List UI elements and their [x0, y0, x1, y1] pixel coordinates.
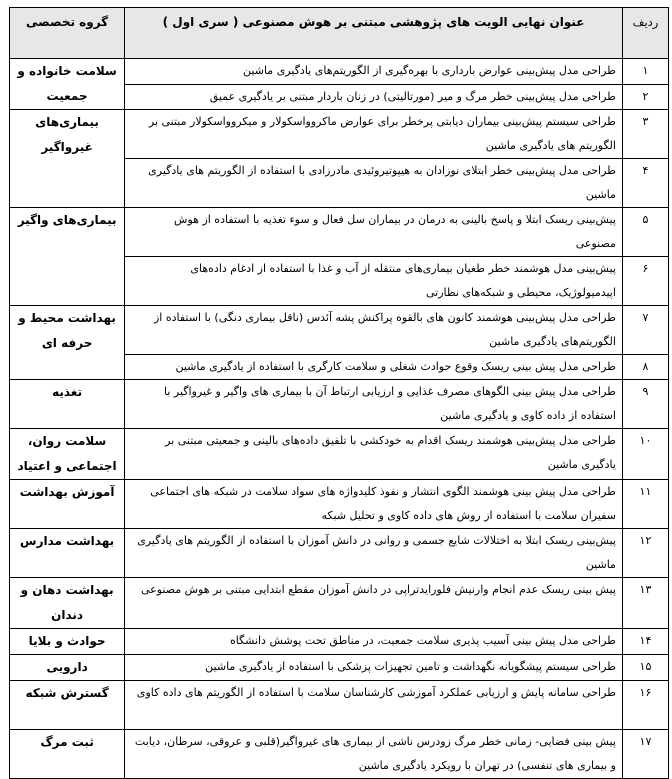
row-number: ۲	[622, 84, 668, 110]
row-number: ۱۱	[622, 480, 668, 529]
header-row-number: ردیف	[622, 8, 668, 59]
row-title: طراحی مدل پیش‌بینی خطر مرگ و میر (مورتالیتی) در زنان باردار مبتنی بر یادگیری عمیق	[125, 84, 623, 110]
group-cell: ثبت مرگ	[10, 730, 125, 779]
table-row	[10, 208, 669, 257]
research-priorities-table	[9, 7, 669, 779]
row-number: ۶	[622, 257, 668, 306]
row-title: پیش بینی فضایی- زمانی خطر مرگ زودرس ناشی از بیماری های غیرواگیر(قلبی و عروقی، سرطان، دیابت و بیماری های تنفسی) در تهران با رویکرد یادگیری ماشین	[125, 730, 623, 779]
row-number: ۱۲	[622, 529, 668, 578]
table-row	[10, 578, 669, 629]
row-title: طراحی سیستم پیشگویانه نگهداشت و تامین تجهیزات پزشکی با استفاده از یادگیری ماشین	[125, 655, 623, 681]
group-cell: گسترش شبکه	[10, 681, 125, 730]
row-number: ۵	[622, 208, 668, 257]
header-group: گروه تخصصی	[10, 8, 125, 59]
row-title: پیش‌بینی ریسک ابتلا به اختلالات شایع جسمی و روانی در دانش آموزان با استفاده از الگوریتم های یادگیری ماشین	[125, 529, 623, 578]
row-number: ۱	[622, 59, 668, 85]
group-cell: بیماری‌های غیرواگیر	[10, 110, 125, 208]
group-cell: حوادث و بلایا	[10, 629, 125, 655]
row-title: طراحی مدل پیش‌بینی عوارض بارداری با بهره‌گیری از الگوریتم‌های یادگیری ماشین	[125, 59, 623, 85]
row-number: ۱۳	[622, 578, 668, 629]
header-title: عنوان نهایی الویت های پژوهشی مبتنی بر هوش مصنوعی ( سری اول )	[125, 8, 623, 59]
row-number: ۸	[622, 355, 668, 380]
group-cell: تغذیه	[10, 380, 125, 429]
table-row	[10, 730, 669, 779]
group-cell: بهداشت دهان و دندان	[10, 578, 125, 629]
row-title: طراحی مدل پیش بینی الگوهای مصرف غذایی و ارزیابی ارتباط آن با بیماری های واگیر و غیرواگیر با استفاده از داده کاوی و یادگیری ماشین	[125, 380, 623, 429]
row-number: ۱۰	[622, 429, 668, 480]
table-row	[10, 110, 669, 159]
group-cell: دارویی	[10, 655, 125, 681]
group-cell: بهداشت مدارس	[10, 529, 125, 578]
table-header-row	[10, 8, 669, 59]
group-cell: بیماری‌های واگیر	[10, 208, 125, 306]
table-row	[10, 655, 669, 681]
row-number: ۱۴	[622, 629, 668, 655]
row-title: طراحی مدل پیش‌بینی هوشمند ریسک اقدام به خودکشی با تلفیق داده‌های بالینی و جمعیتی مبتنی بر یادگیری ماشین	[125, 429, 623, 480]
table-row	[10, 429, 669, 480]
row-title: طراحی مدل پیش بینی هوشمند الگوی انتشار و نفوذ کلیدواژه های سواد سلامت در شبکه های اجتماعی سفیران سلامت با استفاده از روش های داده کاوی و تحلیل شبکه	[125, 480, 623, 529]
row-number: ۹	[622, 380, 668, 429]
row-title: پیش‌بینی ریسک ابتلا و پاسخ بالینی به درمان در بیماران سل فعال و سوء تغذیه با استفاده از هوش مصنوعی	[125, 208, 623, 257]
group-cell: بهداشت محیط و حرفه ای	[10, 306, 125, 380]
table-row	[10, 629, 669, 655]
row-title: طراحی مدل پیش بینی ریسک وقوع حوادث شغلی و سلامت کارگری با استفاده از یادگیری ماشین	[125, 355, 623, 380]
row-title: طراحی مدل پیش بینی آسیب پذیری سلامت جمعیت، در مناطق تحت پوشش دانشگاه	[125, 629, 623, 655]
group-cell: آموزش بهداشت	[10, 480, 125, 529]
row-number: ۴	[622, 159, 668, 208]
row-title: پیش بینی ریسک عدم انجام وارنیش فلورایدتراپی در دانش آموزان مقطع ابتدایی مبتنی بر هوش مصنوعی	[125, 578, 623, 629]
row-number: ۱۶	[622, 681, 668, 730]
table-row	[10, 480, 669, 529]
row-title: طراحی سامانه پایش و ارزیابی عملکرد آموزشی کارشناسان سلامت با استفاده از الگوریتم های داده کاوی	[125, 681, 623, 730]
group-cell: سلامت روان، اجتماعی و اعتیاد	[10, 429, 125, 480]
row-title: طراحی مدل پیش‌بینی خطر ابتلای نوزادان به هیپوتیروئیدی مادرزادی با استفاده از الگوریتم های یادگیری ماشین	[125, 159, 623, 208]
table-row	[10, 380, 669, 429]
table-row	[10, 529, 669, 578]
row-title: پیش‌بینی مدل هوشمند خطر طغیان بیماری‌های منتقله از آب و غذا با استفاده از ادغام داده‌های اپیدمیولوژیک، محیطی و شبکه‌های نظارتی	[125, 257, 623, 306]
row-number: ۱۷	[622, 730, 668, 779]
group-cell: سلامت خانواده و جمعیت	[10, 59, 125, 110]
row-number: ۷	[622, 306, 668, 355]
row-title: طراحی سیستم پیش‌بینی بیماران دیابتی پرخطر برای عوارض ماکروواسکولار و میکروواسکولار مبتنی بر الگوریتم های یادگیری ماشین	[125, 110, 623, 159]
row-title: طراحی مدل پیش‌بینی هوشمند کانون های بالقوه پراکنش پشه آئدس (ناقل بیماری دنگی) با استفاده از الگوریتم‌های یادگیری ماشین	[125, 306, 623, 355]
table-row	[10, 59, 669, 85]
row-number: ۱۵	[622, 655, 668, 681]
row-number: ۳	[622, 110, 668, 159]
table-row	[10, 681, 669, 730]
table-row	[10, 306, 669, 355]
